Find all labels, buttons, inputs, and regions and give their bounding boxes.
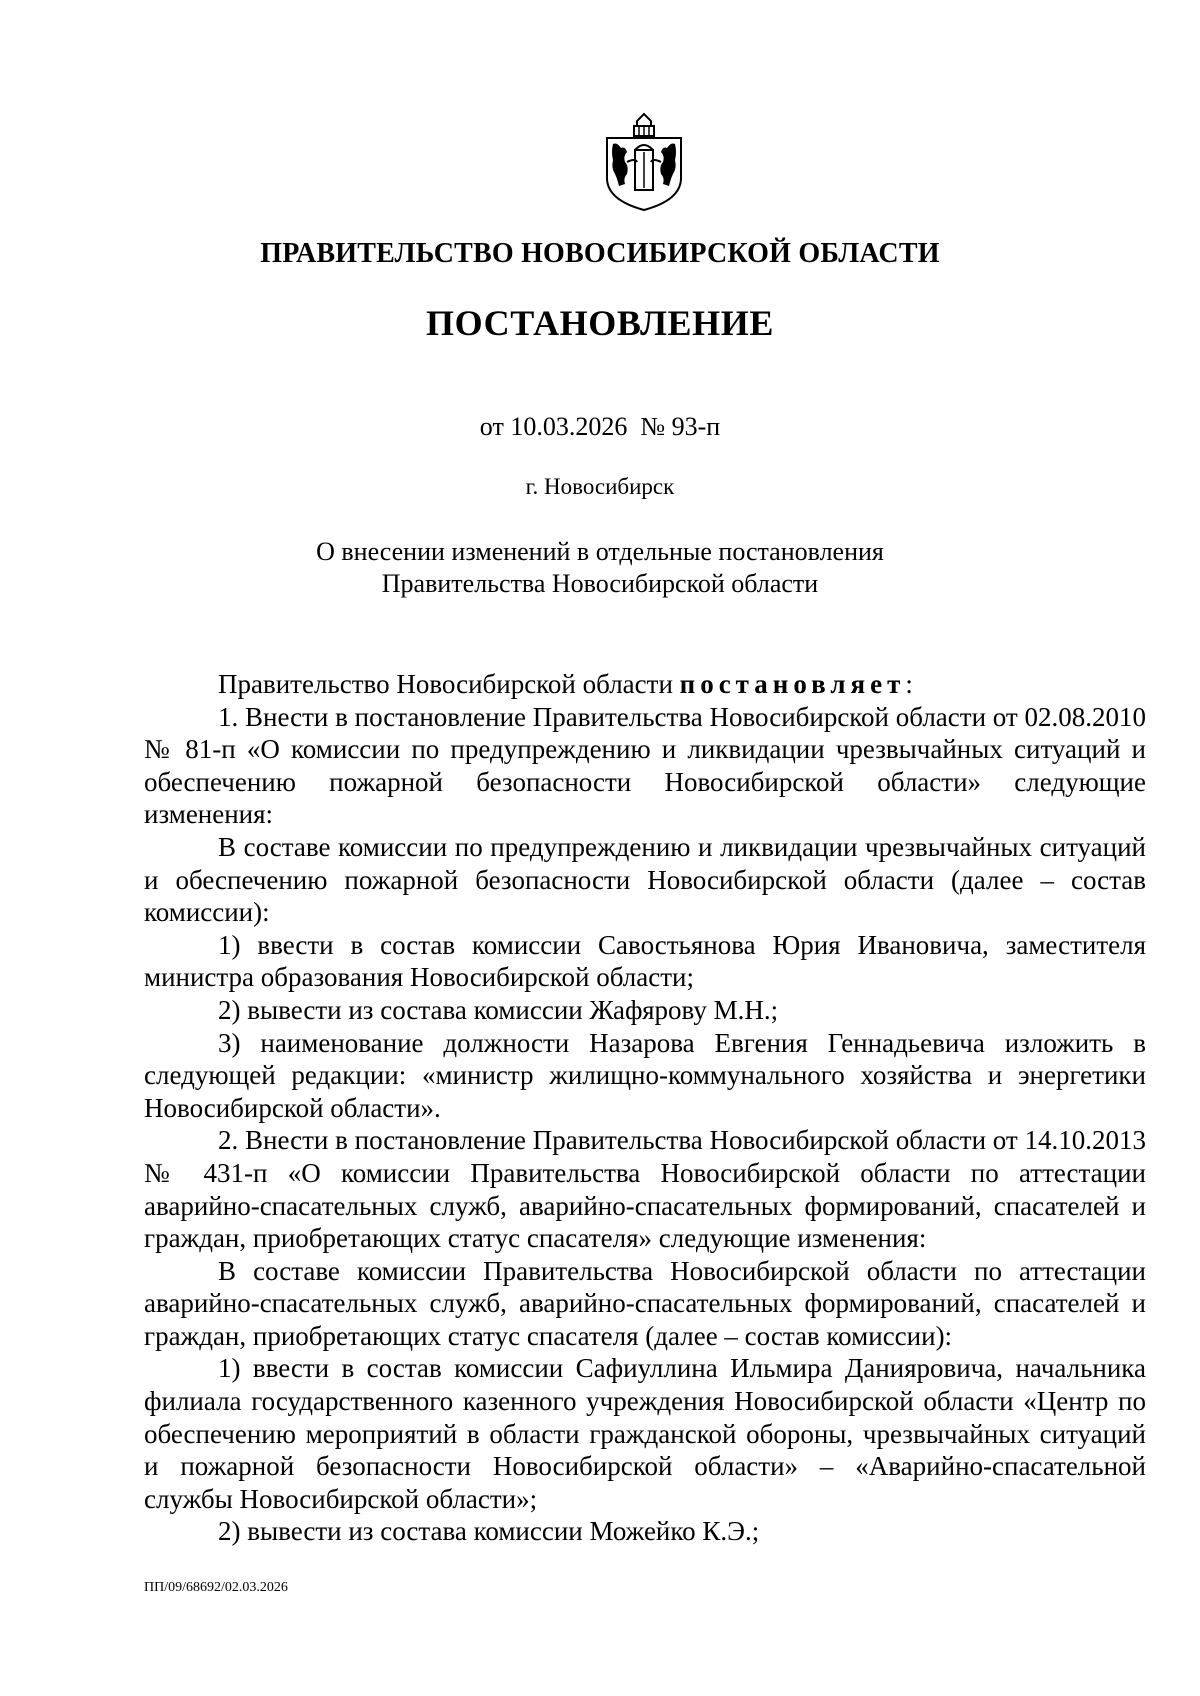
document-city: г. Новосибирск [525,474,675,499]
document-type: ПОСТАНОВЛЕНИЕ [426,303,774,343]
organization-name: ПРАВИТЕЛЬСТВО НОВОСИБИРСКОЙ ОБЛАСТИ [260,238,940,269]
document-date-number: от 10.03.2026 № 93-п [479,412,721,441]
body-paragraph: 2) вывести из состава комиссии Жафярову М.Н.; [218,994,779,1025]
coat-of-arms-icon [603,112,685,212]
body-paragraph: В составе комиссии по предупреждению и ликвидации чрезвычайных ситуаций и обеспечению пожарной безопасности Новосибирской области (далее – состав комиссии): [144,831,1146,928]
body-paragraph: 2. Внести в постановление Правительства Новосибирской области от 14.10.2013 № 431-п «О комиссии Правительства Новосибирской области по аттестации аварийно-спасательных служб, аварийно-спасательных формирований, спасателей и граждан, приобретающих статус спасателя» следующие изменения: [144,1125,1146,1254]
body-paragraph: В составе комиссии Правительства Новосибирской области по аттестации аварийно-спасательных служб, аварийно-спасательных формирований, спасателей и граждан, приобретающих статус спасателя (далее – состав комиссии): [144,1255,1146,1351]
document-code: ПП/09/68692/02.03.2026 [144,1580,288,1595]
body-paragraph: 1) ввести в состав комиссии Савостьянова Юрия Ивановича, заместителя министра образования Новосибирской области; [144,929,1146,993]
body-paragraph: 1) ввести в состав комиссии Сафиуллина Ильмира Данияровича, начальника филиала государственного казенного учреждения Новосибирской области «Центр по обеспечению мероприятий в области гражданской обороны, чрезвычайных ситуаций и пожарной безопасности Новосибирской области» – «Аварийно-спасательной службы Новосибирской области»; [144,1353,1146,1514]
preamble-text: Правительство Новосибирской области [218,669,680,699]
document-body [144,668,1146,1548]
body-paragraph: 2) вывести из состава комиссии Можейко К.Э.; [218,1516,760,1547]
document-title-line: Правительства Новосибирской области [381,569,819,598]
preamble-paragraph [144,668,1146,701]
body-paragraph: 1. Внести в постановление Правительства Новосибирской области от 02.08.2010 № 81-п «О комиссии по предупреждению и ликвидации чрезвычайных ситуаций и обеспечению пожарной безопасности Новосибирской области» следующие изменения: [144,701,1146,830]
preamble-end: : [905,669,913,699]
document-title [0,536,1200,600]
preamble-emphasis: постановляет [679,669,906,699]
document-title-line: О внесении изменений в отдельные постановления [316,537,884,566]
body-paragraph: 3) наименование должности Назарова Евгения Геннадьевича изложить в следующей редакции: «министр жилищно-коммунального хозяйства и энергетики Новосибирской области». [144,1027,1146,1123]
